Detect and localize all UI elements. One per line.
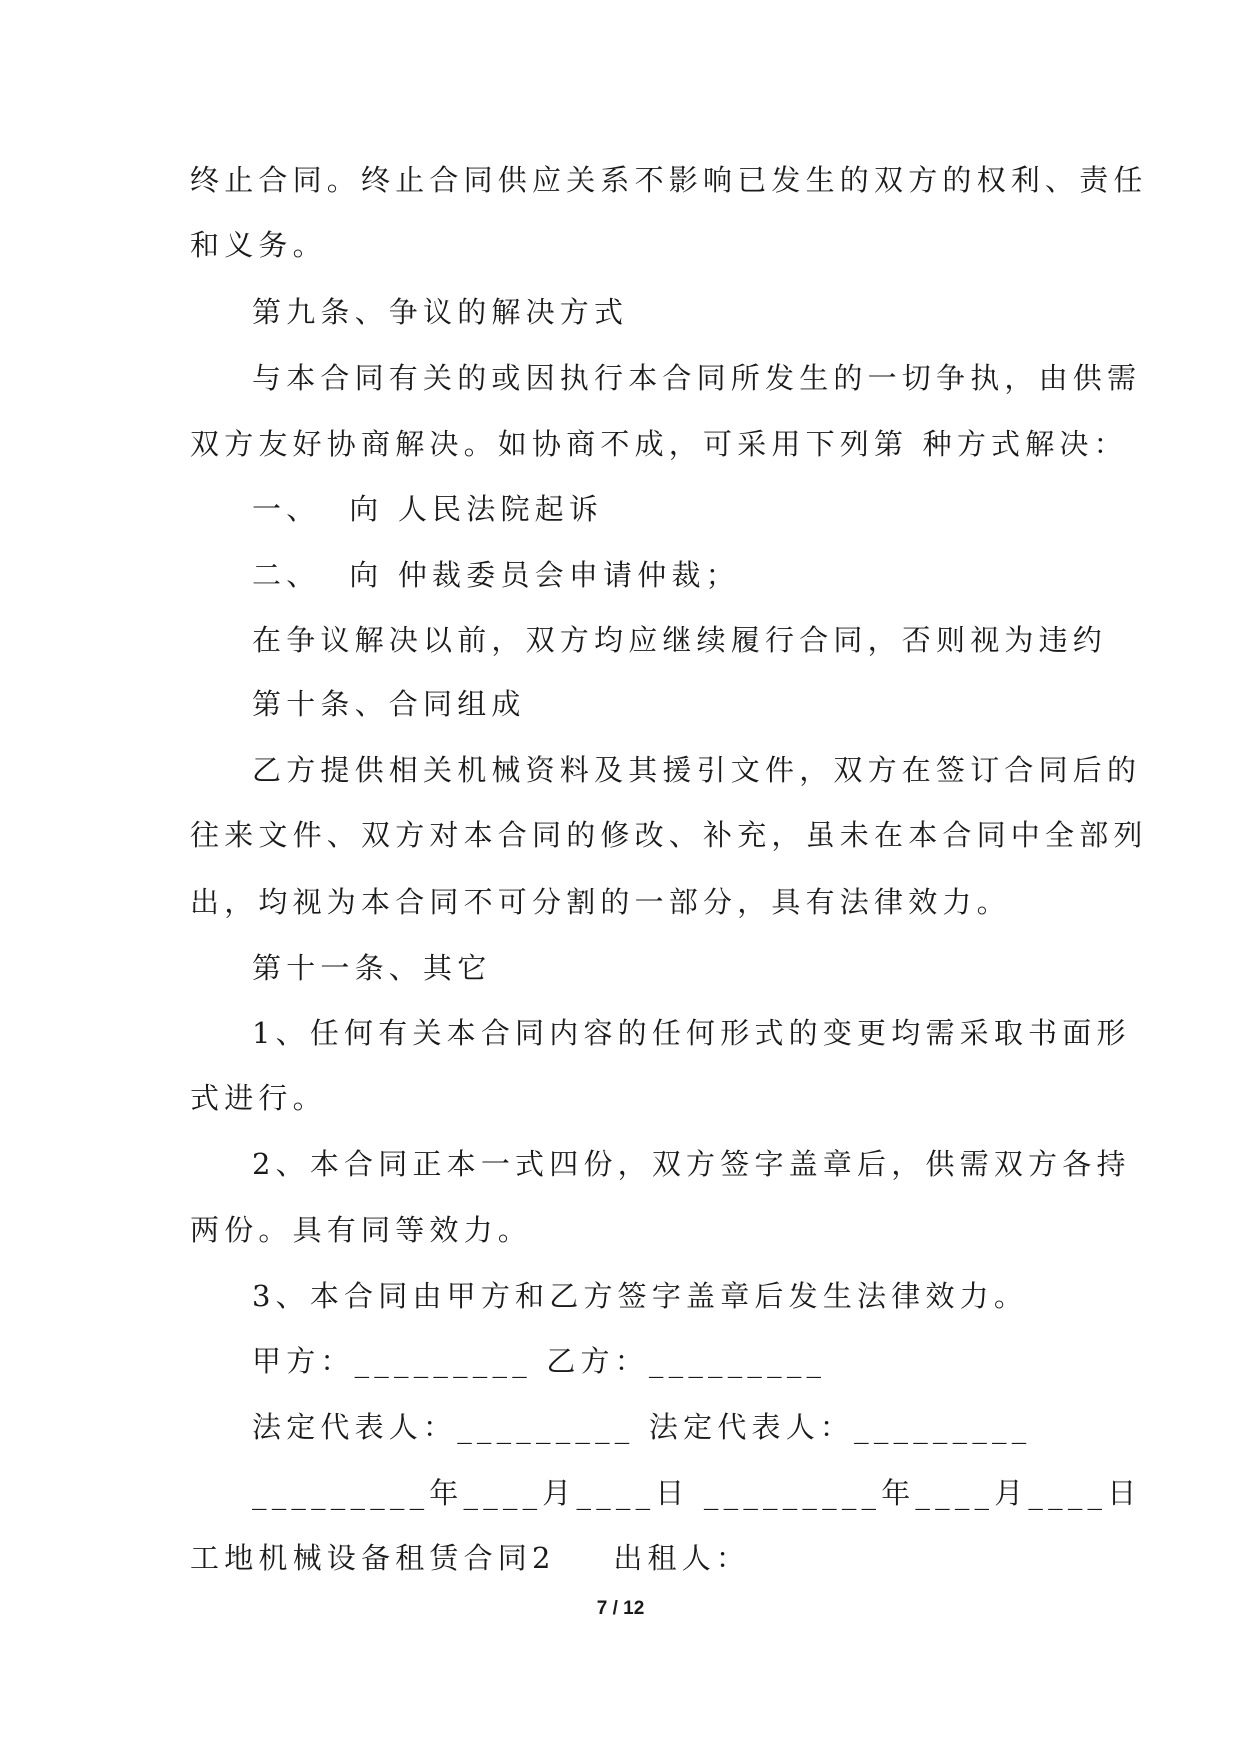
signature-line: 法定代表人：_________ 法定代表人：_________ [252, 1410, 1032, 1444]
body-line: 往来文件、双方对本合同的修改、补充，虽未在本合同中全部列 [190, 818, 1148, 852]
body-line: 与本合同有关的或因执行本合同所发生的一切争执，由供需 [252, 361, 1142, 395]
body-line: 式进行。 [190, 1081, 327, 1115]
list-item: 一、 向 人民法院起诉 [252, 492, 604, 526]
section-heading: 第九条、争议的解决方式 [252, 295, 629, 329]
list-item: 二、 向 仲裁委员会申请仲裁； [252, 558, 740, 592]
body-line: 和义务。 [190, 228, 327, 262]
section-heading: 第十条、合同组成 [252, 687, 526, 721]
signature-line: 甲方：_________ 乙方：_________ [252, 1344, 827, 1378]
body-line: 3、本合同由甲方和乙方签字盖章后发生法律效力。 [252, 1279, 1029, 1313]
page-number: 7 / 12 [596, 1598, 645, 1619]
section-heading: 第十一条、其它 [252, 951, 492, 985]
body-line: 出，均视为本合同不可分割的一部分，具有法律效力。 [190, 885, 1011, 919]
body-line: 乙方提供相关机械资料及其援引文件，双方在签订合同后的 [252, 753, 1142, 787]
body-line: 2、本合同正本一式四份，双方签字盖章后，供需双方各持 [252, 1147, 1131, 1181]
body-line: 工地机械设备租赁合同2 出租人： [190, 1541, 751, 1575]
body-line: 1、任何有关本合同内容的任何形式的变更均需采取书面形 [252, 1016, 1131, 1050]
body-line: 双方友好协商解决。如协商不成，可采用下列第 种方式解决： [190, 427, 1128, 461]
body-line: 终止合同。终止合同供应关系不影响已发生的双方的权利、责任 [190, 163, 1148, 197]
body-line: 在争议解决以前，双方均应继续履行合同，否则视为违约 [252, 623, 1108, 657]
date-line: _________年____月____日 _________年____月____日 [252, 1476, 1142, 1510]
body-line: 两份。具有同等效力。 [190, 1213, 533, 1247]
